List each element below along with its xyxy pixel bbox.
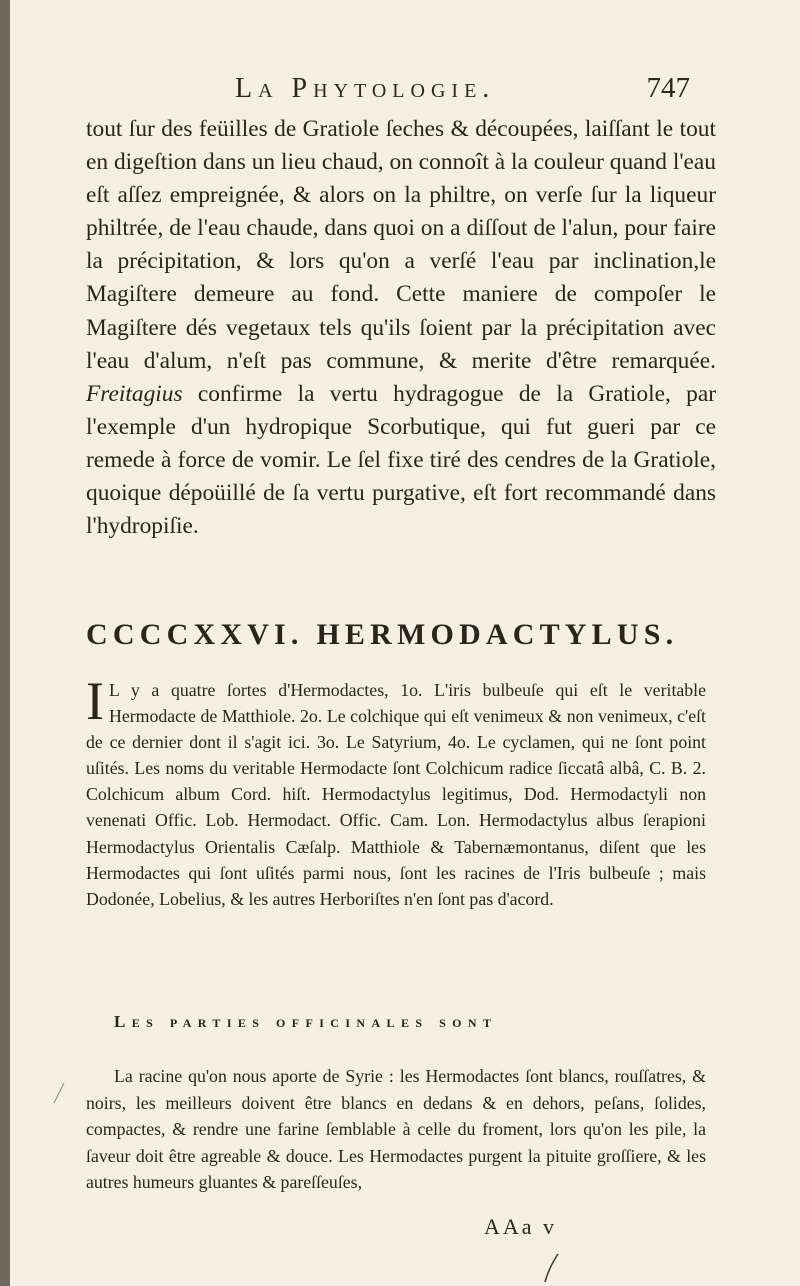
pencil-mark xyxy=(542,1253,560,1283)
paragraph-gratiole xyxy=(86,113,716,543)
page-header xyxy=(235,72,690,105)
paragraph-officinal-parts xyxy=(86,1063,706,1196)
section-title: CCCCXXVI. HERMODACTYLUS. xyxy=(86,618,679,651)
paragraph-officinal-parts-text: La racine qu'on nous aporte de Syrie : les Hermodactes ſont blancs, rouſſatres, & noirs, les meilleurs doivent être blancs en dedans & en dehors, peſans, ſolides, compactes, & rendre une farine ſemblable à celle du froment, lors qu'on les pile, la ſaveur doit être agreable & douce. Les Hermodactes purgent la pituite groſſiere, & les autres humeurs gluantes & pareſſeuſes, xyxy=(86,1066,706,1192)
subheading-officinal-parts: Les parties officinales sont xyxy=(114,1012,498,1031)
paragraph-gratiole-continued: confirme la vertu hydragogue de la Gratiole, par l'exemple d'un hydropique Scorbutique, qui fut gueri par ce remede à force de vomir. Le ſel fixe tiré des cendres de la Gratiole, quoique dépoüillé de ſa vertu purgative, eſt fort recommandé dans l'hydropiſie. xyxy=(86,380,716,540)
paragraph-gratiole-text: tout ſur des feüilles de Gratiole ſeches & découpées, laiſſant le tout en digeſtion dans un lieu chaud, on connoît à la couleur quand l'eau eſt aſſez empreignée, & alors on la philtre, on verſe ſur la liqueur philtrée, de l'eau chaude, dans quoi on a diſſout de l'alun, pour faire la précipitation, & lors qu'on a verſé l'eau par inclination,le Magiſtere demeure au fond. Cette maniere de compoſer le Magiſtere dés vegetaux tels qu'ils ſoient par la précipitation avec l'eau d'alum, n'eſt pas commune, & merite d'être remarquée. xyxy=(86,116,716,374)
running-head: La Phytologie. xyxy=(235,73,496,104)
pencil-mark xyxy=(52,1082,66,1104)
author-freitagius: Freitagius xyxy=(86,380,183,407)
signature-mark: AAa v xyxy=(484,1214,558,1239)
paragraph-hermodactylus xyxy=(86,671,706,912)
paragraph-hermodactylus-text: L y a quatre ſortes d'Hermodactes, 1o. L'iris bulbeuſe qui eſt le veritable Hermodacte de Matthiole. 2o. Le colchique qui eſt venimeux & non venimeux, c'eſt de ce dernier dont il s'agit ici. 3o. Le Satyrium, 4o. Le cyclamen, qui ne ſont point uſités. Les noms du veritable Hermodacte ſont Colchicum radice ſiccatâ albâ, C. B. 2. Colchicum album Cord. hiſt. Hermodactylus legitimus, Dod. Hermodactyli non venenati Offic. Lob. Hermodact. Offic. Cam. Lon. Hermodactylus albus ſerapioni Hermodactylus Orientalis Cæſalp. Matthiole & Tabernæmontanus, diſent que les Hermodactes qui ſont uſités parmi nous, ſont les racines de l'Iris bulbeuſe ; mais Dodonée, Lobelius, & les autres Herboriſtes n'en ſont pas d'acord. xyxy=(86,680,706,909)
drop-cap: I xyxy=(86,671,104,731)
page-number: 747 xyxy=(646,72,690,104)
